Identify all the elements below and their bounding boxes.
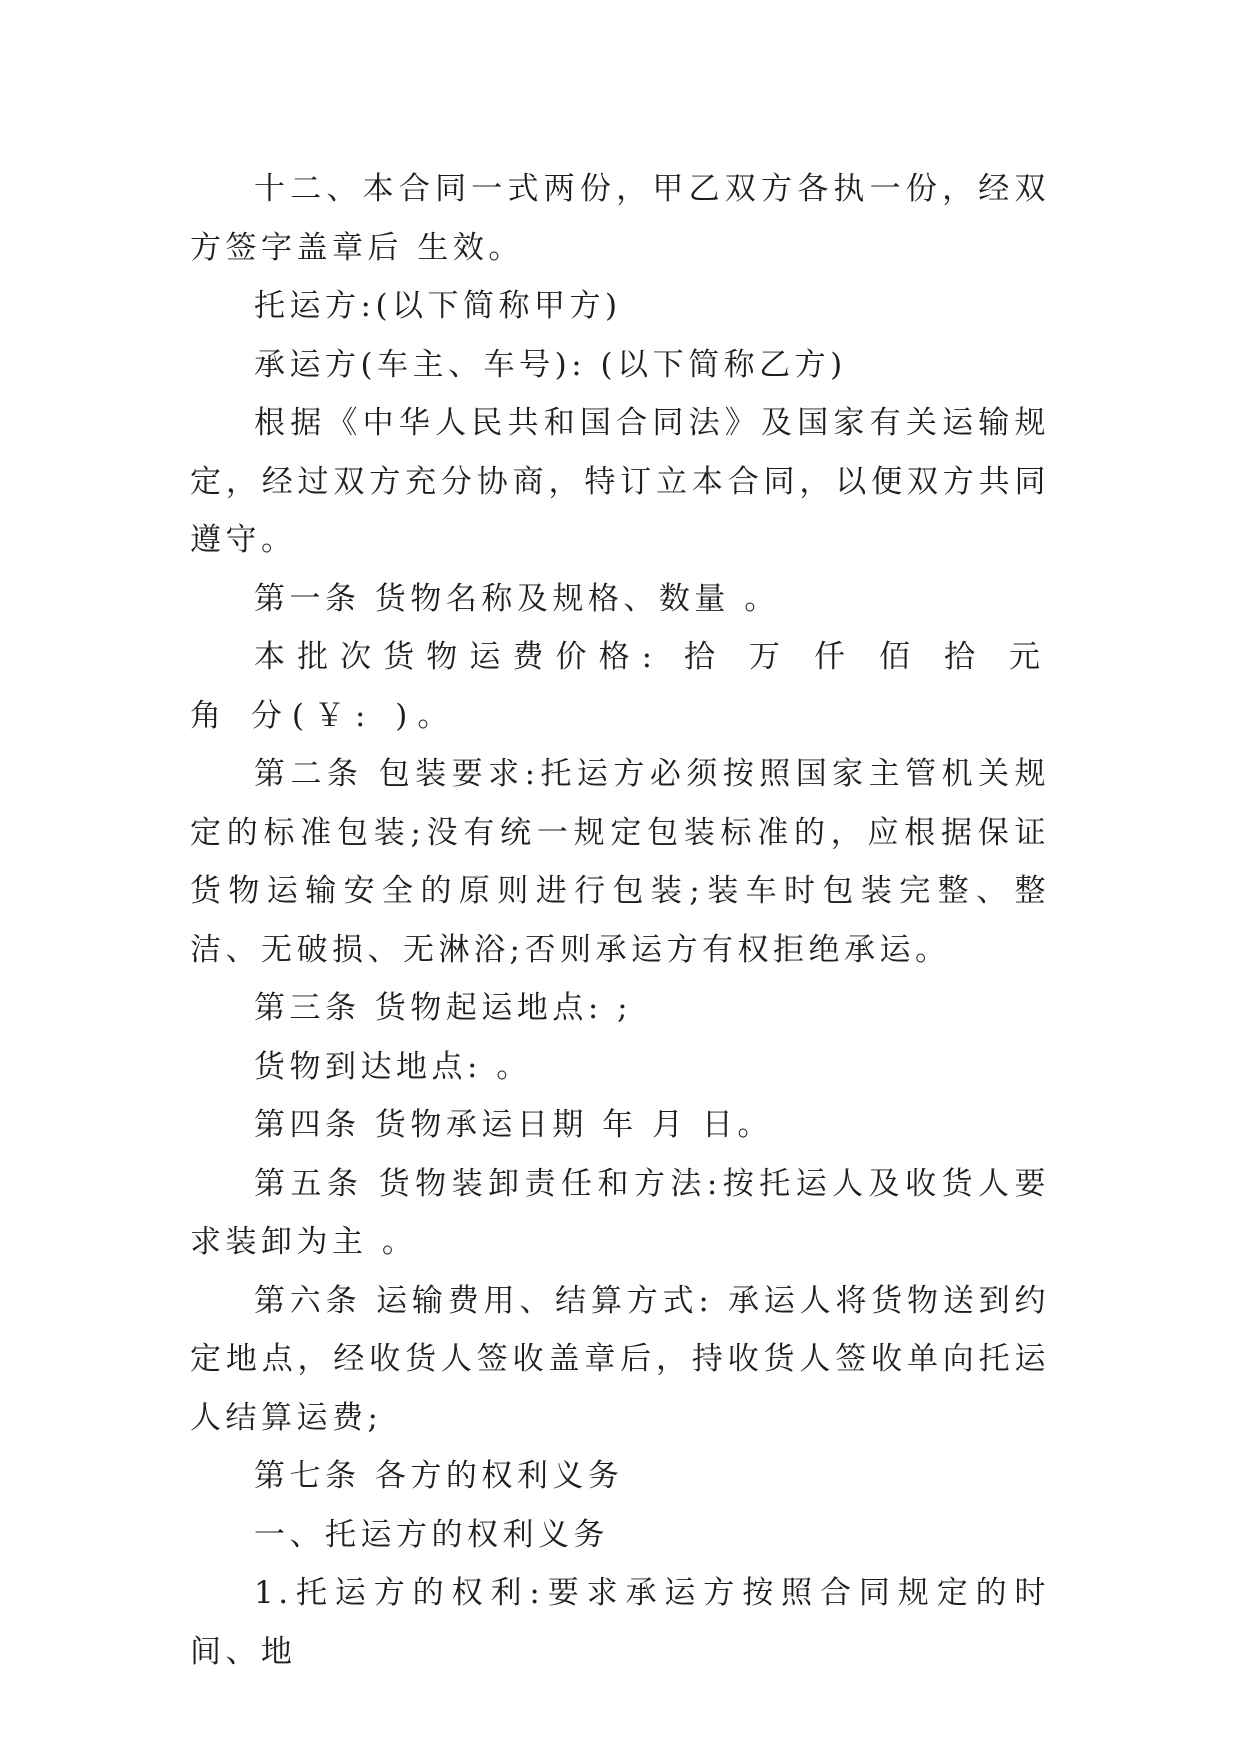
shipper-line: 托运方:(以下简称甲方) <box>254 288 622 324</box>
article-three-paragraph: 第三条 货物起运地点: ; <box>254 990 633 1026</box>
article-seven-heading: 第七条 各方的权利义务 <box>254 1458 624 1494</box>
preamble-paragraph: 根据《中华人民共和国合同法》及国家有关运输规定，经过双方充分协商，特订立本合同，以便双方共同遵守。 <box>190 405 1050 558</box>
freight-price-paragraph: 本批次货物运费价格: 拾 万 仟 佰 拾 元 角 分(￥: )。 <box>190 639 1050 734</box>
shipper-rights-heading: 一、托运方的权利义务 <box>254 1516 609 1553</box>
contract-body <box>190 160 1050 1681</box>
article-four-paragraph: 第四条 货物承运日期 年 月 日。 <box>254 1107 773 1143</box>
carrier-line: 承运方(车主、车号): (以下简称乙方) <box>254 346 847 383</box>
article-six-paragraph: 第六条 运输费用、结算方式: 承运人将货物送到约定地点，经收货人签收盖章后，持收货人签收单向托运人结算运费; <box>190 1282 1050 1436</box>
shipper-rights-item-one: 1.托运方的权利:要求承运方按照合同规定的时间、地 <box>190 1575 1050 1670</box>
article-five-paragraph: 第五条 货物装卸责任和方法:按托运人及收货人要求装卸为主 。 <box>190 1165 1050 1260</box>
clause-twelve-paragraph: 十二、本合同一式两份，甲乙双方各执一份，经双方签字盖章后 生效。 <box>190 171 1050 266</box>
article-one-heading: 第一条 货物名称及规格、数量 。 <box>254 580 780 617</box>
article-two-paragraph: 第二条 包装要求:托运方必须按照国家主管机关规定的标准包装;没有统一规定包装标准的，应根据保证货物运输安全的原则进行包装;装车时包装完整、整洁、无破损、无淋浴;否则承运方有权拒绝承运。 <box>190 756 1050 968</box>
destination-line: 货物到达地点: 。 <box>254 1048 532 1085</box>
